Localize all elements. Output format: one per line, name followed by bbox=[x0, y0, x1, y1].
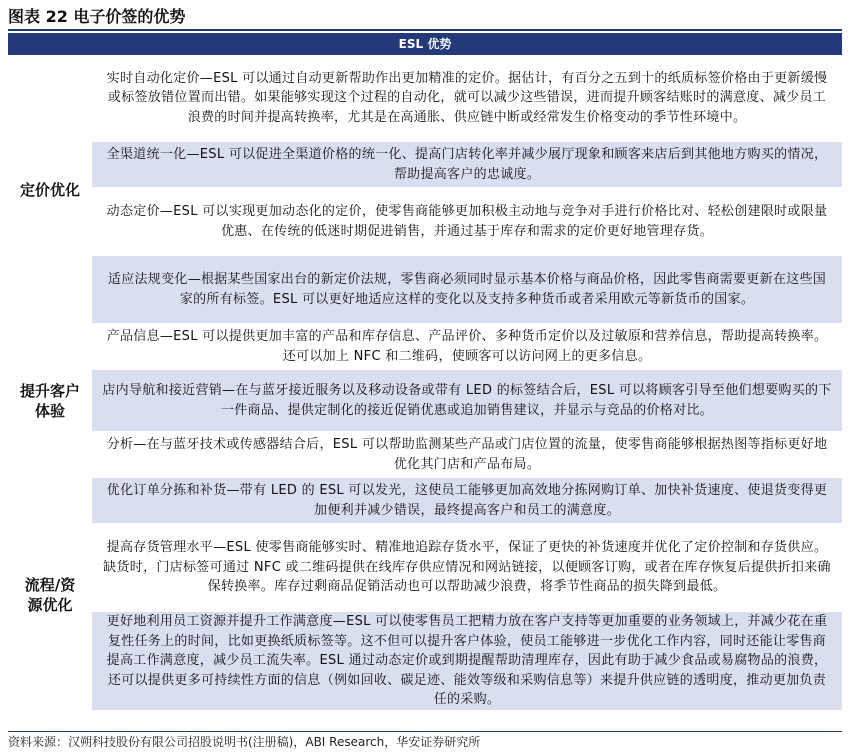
category-cell bbox=[8, 55, 92, 324]
section-customer-experience bbox=[8, 324, 842, 478]
category-label: 提升客户体验 bbox=[20, 382, 81, 420]
row-text: 全渠道统一化—ESL 可以促进全渠道价格的统一化、提高门店转化率并减少展厅现象和顾客来店后到其他地方购买的情况，帮助提高客户的忠诚度。 bbox=[106, 146, 828, 182]
table-row bbox=[92, 324, 842, 370]
table-row bbox=[92, 432, 842, 478]
section-process-resource bbox=[8, 478, 842, 711]
figure-title: 图表 22 电子价签的优势 bbox=[8, 5, 842, 31]
table-row bbox=[92, 478, 842, 524]
table-row bbox=[92, 370, 842, 432]
row-text: 更好地利用员工资源并提升工作满意度—ESL 可以使零售员工把精力放在客户支持等更加重要的业务领域上，并减少花在重复性任务上的时间，比如更换纸质标签等。这不但可以提升客户体验，使员工能够进一步优化工作内容，同时还能让零售商提高工作满意度，减少员工流失率。ESL 通过动态定价或到期提醒帮助清理库存，因此有助于减少食品或易腐物品的浪费，还可以提供更多可持续性方面的信息（例如回收、碳足迹、能效等级和采购信息等）来提升供应链的透明度，推动更加负责任的采购。 bbox=[106, 614, 828, 708]
row-text: 提高存货管理水平—ESL 使零售商能够实时、精准地追踪存货水平，保证了更快的补货速度并优化了定价控制和存货供应。缺货时，门店标签可通过 NFC 或二维码提供在线库存供应情况和网站链接，以便顾客订购，或者在库存恢复后提供折扣来确保转换率。库存过剩商品促销活动也可以帮助减少浪费，将季节性商品的损失降到最低。 bbox=[103, 540, 831, 595]
section-items bbox=[92, 324, 842, 478]
row-text: 产品信息—ESL 可以提供更加丰富的产品和库存信息、产品评价、多种货币定价以及过敏原和营养信息，帮助提高转换率。还可以加上 NFC 和二维码，使顾客可以访问网上的更多信息。 bbox=[106, 328, 828, 364]
table-row bbox=[92, 188, 842, 256]
source-note: 资料来源：汉朔科技股份有限公司招股说明书(注册稿)，ABI Research，华安证券研究所 bbox=[8, 731, 842, 752]
row-text: 优化订单分拣和补货—带有 LED 的 ESL 可以发光，这使员工能够更加高效地分拣网购订单、加快补货速度、使退货变得更加便利并减少错误，最终提高客户和员工的满意度。 bbox=[106, 482, 828, 518]
esl-advantages-table bbox=[8, 33, 842, 711]
row-text: 分析—在与蓝牙技术或传感器结合后，ESL 可以帮助监测某些产品或门店位置的流量，使零售商能够根据热图等指标更好地优化其门店和产品布局。 bbox=[106, 436, 828, 472]
table-row bbox=[92, 612, 842, 711]
table-row bbox=[92, 55, 842, 142]
category-cell bbox=[8, 478, 92, 711]
row-text: 动态定价—ESL 可以实现更加动态化的定价，使零售商能够更加积极主动地与竞争对手进行价格比对、轻松创建限时或限量优惠、在传统的低迷时期促进销售，并通过基于库存和需求的定价更好地管理存货。 bbox=[106, 203, 828, 239]
table-row bbox=[92, 256, 842, 324]
row-text: 店内导航和接近营销—在与蓝牙接近服务以及移动设备或带有 LED 的标签结合后，ESL 可以将顾客引导至他们想要购买的下一件商品、提供定制化的接近促销优惠或追加销售建议，并显示与竞品的价格对比。 bbox=[102, 382, 832, 418]
category-label: 流程/资源优化 bbox=[24, 575, 76, 614]
table-row bbox=[92, 524, 842, 612]
table-header: ESL 优势 bbox=[8, 33, 842, 55]
section-pricing bbox=[8, 55, 842, 324]
category-cell bbox=[8, 324, 92, 478]
row-text: 实时自动化定价—ESL 可以通过自动更新帮助作出更加精准的定价。据估计，有百分之五到十的纸质标签价格由于更新缓慢或标签放错位置而出错。如果能够实现这个过程的自动化，就可以减少这些错误，进而提升顾客结账时的满意度、减少员工浪费的时间并提高转换率，尤其是在高通胀、供应链中断或经常发生价格变动的季节性环境中。 bbox=[106, 70, 828, 125]
section-items bbox=[92, 478, 842, 711]
section-items bbox=[92, 55, 842, 324]
row-text: 适应法规变化—根据某些国家出台的新定价法规，零售商必须同时显示基本价格与商品价格，因此零售商需要更新在这些国家的所有标签。ESL 可以更好地适应这样的变化以及支持多种货币或者采用欧元等新货币的国家。 bbox=[107, 271, 827, 307]
table-row bbox=[92, 142, 842, 188]
category-label: 定价优化 bbox=[20, 180, 81, 199]
